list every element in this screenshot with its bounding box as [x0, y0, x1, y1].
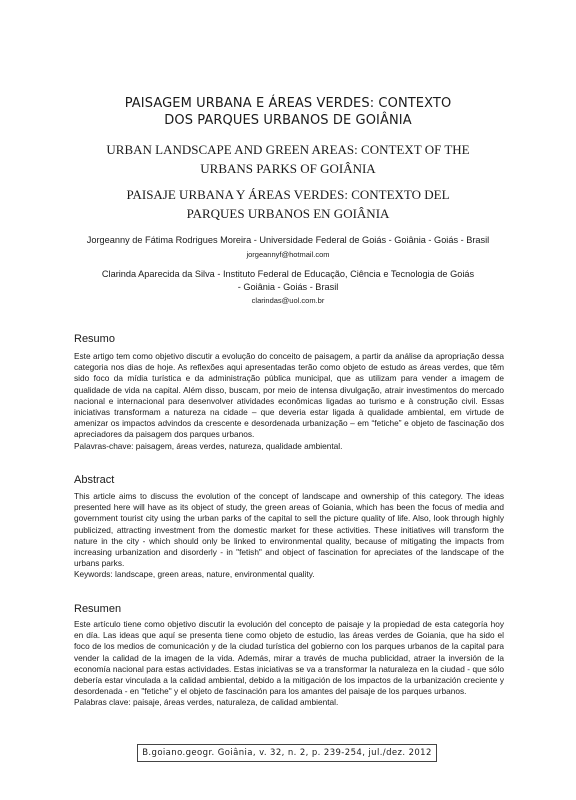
author-affiliation: - Goiânia - Goiás - Brasil	[237, 282, 339, 292]
author-email[interactable]: jorgeannyf@hotmail.com	[246, 250, 330, 259]
title-spanish	[60, 185, 516, 223]
title-pt-line: DOS PARQUES URBANOS DE GOIÂNIA	[164, 113, 412, 128]
section-heading-abstract: Abstract	[74, 474, 115, 486]
section-body-resumen	[74, 619, 504, 709]
keywords-line: Palavras-chave: paisagem, áreas verdes, natureza, qualidade ambiental.	[74, 440, 343, 451]
abstract-text: Este artigo tem como objetivo discutir a evolução do conceito de paisagem, a partir da análise da apropriação dessa categoria nos dias de hoje. As reflexões aqui apresentadas terão como objeto de estudo as áreas verdes, que têm sido foco da mídia turística e da administração pública municipal, que as utilizam para vender a imagem de qualidade de vida na capital. Além disso, buscam, por meio de intensa divulgação, atrair investimentos do mercado nacional e internacional para desenvolver atividades econômicas ligadas ao turismo e à construção civil. Essas iniciativas transformam a natureza na cidade – que deveria estar ligada à qualidade ambiental, em virtude de amenizar os impactos advindos da crescente e desordenada urbanização – em “fetiche” e objeto de fascinação dos apreciadores da paisagem dos parques urbanos.	[74, 351, 504, 440]
keywords-line: Keywords: landscape, green areas, nature, environmental quality.	[74, 569, 315, 580]
title-en-line: URBAN LANDSCAPE AND GREEN AREAS: CONTEXT OF THE	[106, 142, 470, 157]
author-affiliation: Clarinda Aparecida da Silva - Instituto Federal de Educação, Ciência e Tecnologia de Goiás	[101, 269, 475, 279]
section-body-resumo	[74, 351, 504, 452]
abstract-text: This article aims to discuss the evolution of the concept of landscape and ownership of this category. The ideas presented here will have as its object of study, the green areas of Goiania, which has been the focus of media and government tourist city using the urban parks of the capital to sell the picture quality of life. Also, look through highly publicized, attracting investment from the domestic market for these activities. These initiatives will transform the nature in the city - which should only be linked to environmental quality, because of mitigating the impacts from increasing urbanization and disorderly - in "fetish" and object of fascination for apreciates of the landscape of the urbans parks.	[74, 491, 504, 569]
section-heading-resumen: Resumen	[74, 603, 122, 615]
journal-citation-footer: B.goiano.geogr. Goiânia, v. 32, n. 2, p. 239-254, jul./dez. 2012	[137, 744, 437, 762]
author-email[interactable]: clarindas@uol.com.br	[251, 296, 325, 305]
author-affiliation: Jorgeanny de Fátima Rodrigues Moreira - Universidade Federal de Goiás - Goiânia - Goiás - Brasil	[86, 235, 490, 245]
keywords-line: Palabras clave: paisaje, áreas verdes, naturaleza, de calidad ambiental.	[74, 697, 339, 708]
title-pt-line: PAISAGEM URBANA E ÁREAS VERDES: CONTEXTO	[124, 96, 452, 111]
section-heading-resumo: Resumo	[74, 333, 115, 345]
title-es-line: PARQUES URBANOS EN GOIÂNIA	[186, 206, 390, 221]
section-body-abstract	[74, 491, 504, 581]
abstract-text: Este artículo tiene como objetivo discutir la evolución del concepto de paisaje y la propiedad de esta categoría hoy en día. Las ideas que aquí se presenta tiene como objeto de estudio, las áreas verdes de Goiania, que ha sido el foco de los medios de comunicación y de la ciudad turística del gobierno con los parques urbanos de la capital para vender la calidad de la imagen de la vida. Además, mirar a través de mucha publicidad, atraer la inversión de la economía nacional para estas actividades. Estas iniciativas se va a transformar la naturaleza en la ciudad - que sólo debería estar vinculada a la calidad ambiental, debido a la mitigación de los impactos de la urbanización creciente y desordenada - en "fetiche" y el objeto de fascinación para los amantes del paisaje de los parques urbanos.	[74, 619, 504, 697]
title-portuguese	[60, 95, 516, 129]
title-es-line: PAISAJE URBANA Y ÁREAS VERDES: CONTEXTO DEL	[126, 187, 450, 202]
title-en-line: URBANS PARKS OF GOIÂNIA	[200, 161, 376, 176]
title-english	[60, 140, 516, 178]
